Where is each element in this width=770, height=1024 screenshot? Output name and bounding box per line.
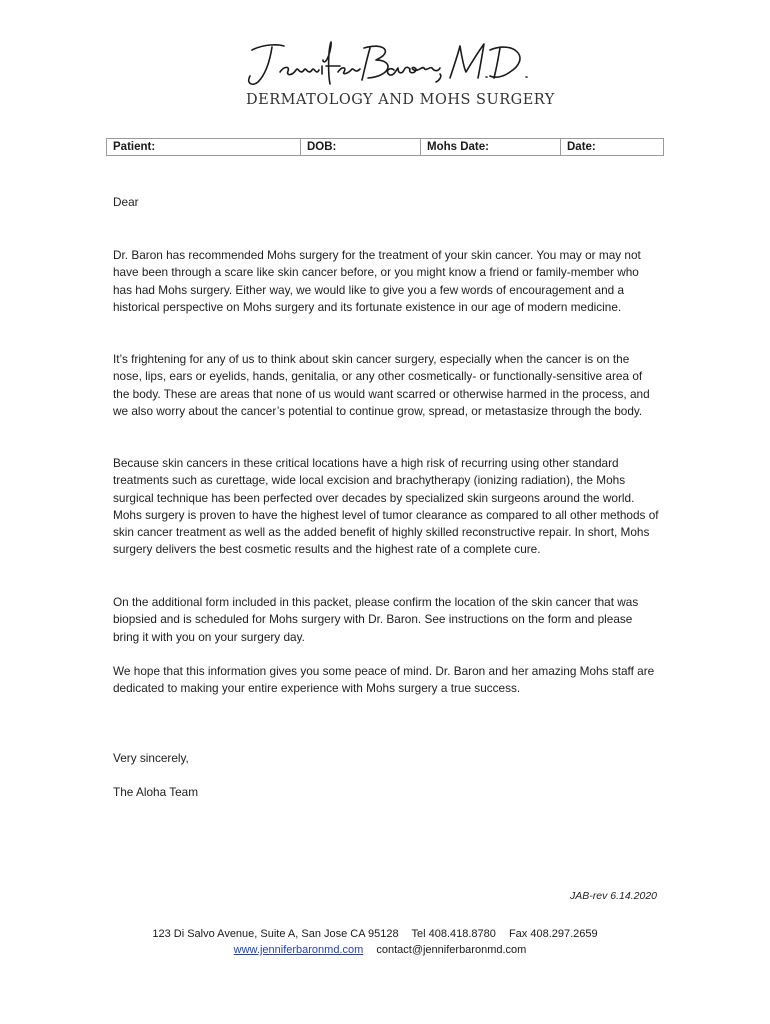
patient-label: Patient: (107, 139, 301, 155)
paragraph-2: It’s frightening for any of us to think about skin cancer surgery, especially when the cancer is on the nose, lips, ears or eyelids, hands, genitalia, or any other cosmetically- or functionally-sensitive area of the body. These are areas that none of us would want scarred or otherwise harmed in the process, and we also worry about the cancer’s potential to continue grow, spread, or metastasize through the body. (113, 352, 650, 418)
dob-label: DOB: (301, 139, 421, 155)
practice-subtitle: DERMATOLOGY AND MOHS SURGERY (246, 92, 555, 108)
signoff: The Aloha Team (113, 785, 199, 799)
footer-address: 123 Di Salvo Avenue, Suite A, San Jose CA 95128 (152, 928, 399, 940)
footer-web-line (0, 944, 765, 956)
revision-note: JAB-rev 6.14.2020 (570, 890, 657, 902)
date-label: Date: (567, 141, 596, 153)
footer-fax: Fax 408.297.2659 (508, 928, 598, 940)
salutation: Dear (113, 195, 139, 209)
patient-info-table (106, 138, 664, 156)
footer-tel: Tel 408.418.8780 (411, 928, 496, 940)
website-link[interactable]: www.jenniferbaronmd.com (233, 944, 364, 956)
paragraph-4: On the additional form included in this packet, please confirm the location of the skin cancer that was biopsied and is scheduled for Mohs surgery with Dr. Baron. See instructions on the form and please bring it with you on your surgery day. (113, 595, 639, 644)
signature-logo (244, 36, 534, 94)
paragraph-5: We hope that this information gives you some peace of mind. Dr. Baron and her amazing Mohs staff are dedicated to making your entire experience with Mohs surgery a true success. (113, 664, 655, 696)
footer-contact-line (0, 928, 760, 940)
paragraph-1: Dr. Baron has recommended Mohs surgery for the treatment of your skin cancer. You may or may not have been through a scare like skin cancer before, or you might know a friend or family-member who has had Mohs surgery. Either way, we would like to give you a few words of encouragement and a historical perspective on Mohs surgery and its fortunate existence in our age of modern medicine. (113, 248, 641, 314)
paragraph-3: Because skin cancers in these critical locations have a high risk of recurring using other standard treatments such as curettage, wide local excision and brachytherapy (ionizing radiation), the Mohs surgical technique has been perfected over decades by specialized skin surgeons around the world. Mohs surgery is proven to have the highest level of tumor clearance as compared to all other methods of skin cancer treatment as well as the added benefit of highly skilled reconstructive repair. In short, Mohs surgery delivers the best cosmetic results and the highest rate of a complete cure. (113, 456, 659, 557)
footer-email: contact@jenniferbaronmd.com (376, 944, 527, 956)
closing: Very sincerely, (113, 751, 189, 765)
mohs-date-label: Mohs Date: (421, 139, 561, 155)
